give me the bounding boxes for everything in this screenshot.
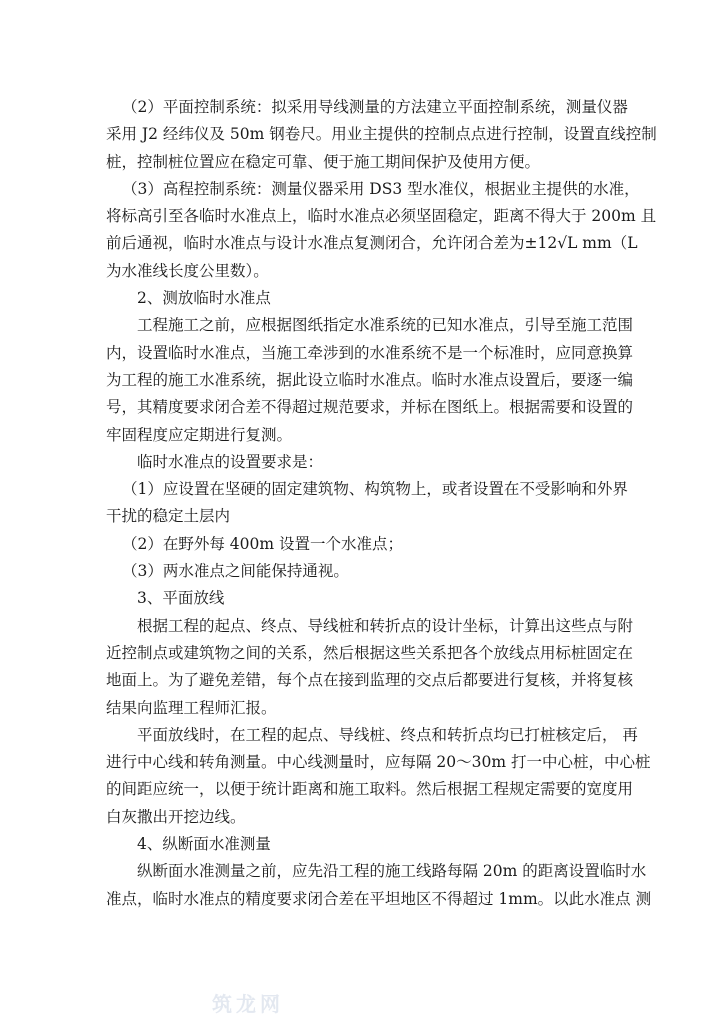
text-line: 临时水准点的设置要求是：	[137, 452, 324, 471]
text-line: （3）高程控制系统：测量仪器采用 DS3 型水准仪，根据业主提供的水准，	[122, 179, 640, 198]
document-body	[106, 94, 657, 913]
watermark-logo: 筑龙网	[212, 992, 284, 1016]
text-line: 4、纵断面水准测量	[137, 835, 271, 854]
text-line: 根据工程的起点、终点、导线桩和转折点的设计坐标，计算出这些点与附	[137, 616, 634, 635]
text-line: （3）两水准点之间能保持通视。	[122, 562, 349, 581]
text-line: 桩，控制桩位置应在稳定可靠、便于施工期间保护及使用方便。	[106, 152, 541, 171]
text-line: 号，其精度要求闭合差不得超过规范要求，并标在图纸上。根据需要和设置的	[106, 398, 634, 417]
text-line: 为工程的施工水准系统，据此设立临时水准点。临时水准点设置后，要逐一编	[106, 370, 634, 389]
text-line: 准点，临时水准点的精度要求闭合差在平坦地区不得超过 1mm。以此水准点 测	[106, 889, 652, 908]
text-line: 内，设置临时水准点，当施工牵涉到的水准系统不是一个标准时，应同意换算	[106, 343, 634, 362]
text-line: 平面放线时，在工程的起点、导线桩、终点和转折点均已打桩核定后， 再	[137, 725, 638, 744]
text-line: 工程施工之前，应根据图纸指定水准系统的已知水准点，引导至施工范围	[137, 316, 634, 335]
text-line: 白灰撒出开挖边线。	[106, 807, 246, 826]
text-line: 纵断面水准测量之前，应先沿工程的施工线路每隔 20m 的距离设置临时水	[137, 862, 647, 881]
text-line: 近控制点或建筑物之间的关系，然后根据这些关系把各个放线点用标桩固定在	[106, 643, 634, 662]
text-line: （2）在野外每 400m 设置一个水准点；	[122, 534, 403, 553]
text-line: （2）平面控制系统：拟采用导线测量的方法建立平面控制系统，测量仪器	[122, 98, 628, 116]
text-line: 干扰的稳定土层内	[106, 507, 231, 526]
text-line: 3、平面放线	[137, 589, 225, 608]
text-line: 的间距应统一，以便于统计距离和施工取料。然后根据工程规定需要的宽度用	[106, 780, 634, 799]
text-line: 将标高引至各临时水准点上，临时水准点必须坚固稳定，距离不得大于 200m 且	[106, 207, 657, 226]
text-line: 前后通视，临时水准点与设计水准点复测闭合，允许闭合差为±12√L mm（L	[106, 234, 638, 253]
text-line: 2、测放临时水准点	[137, 289, 271, 308]
text-line: 采用 J2 经纬仪及 50m 钢卷尺。用业主提供的控制点点进行控制，设置直线控制	[106, 125, 657, 144]
text-line: 为水准线长度公里数）。	[106, 261, 269, 280]
text-line: 牢固程度应定期进行复测。	[106, 425, 293, 444]
text-line: 地面上。为了避免差错，每个点在接到监理的交点后都要进行复核，并将复核	[106, 671, 634, 690]
text-line: 结果向监理工程师汇报。	[106, 698, 277, 717]
text-line: （1）应设置在坚硬的固定建筑物、构筑物上，或者设置在不受影响和外界	[122, 480, 628, 499]
text-line: 进行中心线和转角测量。中心线测量时，应每隔 20～30m 打一中心桩，中心桩	[106, 753, 651, 772]
